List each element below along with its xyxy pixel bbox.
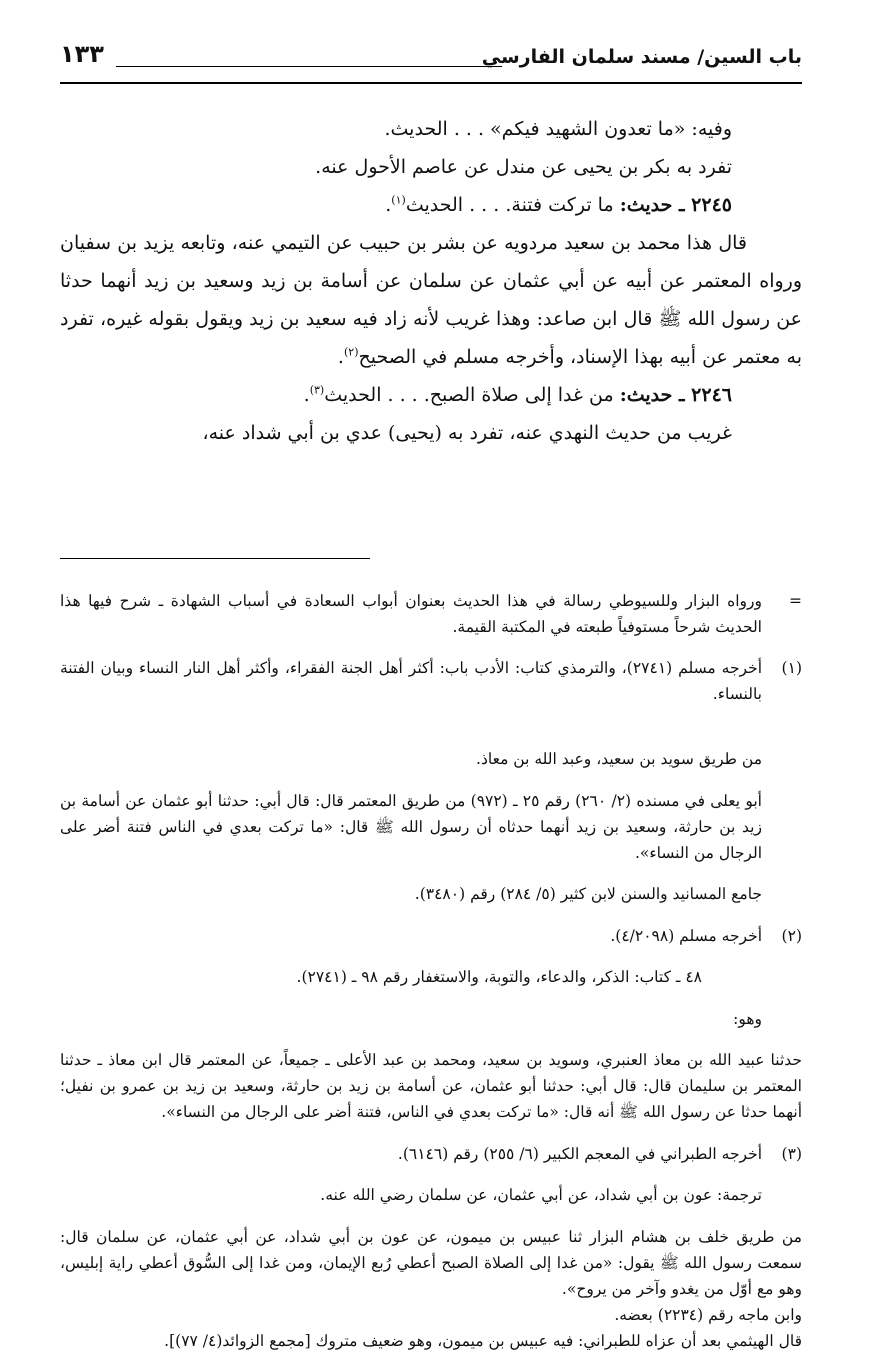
text-line: وفيه: «ما تعدون الشهيد فيكم» . . . الحديث. <box>384 118 732 140</box>
footnote-3-cont <box>60 1182 802 1208</box>
hadith-2246 <box>60 376 802 414</box>
footnote-3-body <box>60 1224 802 1354</box>
footnote-text: من طريق خلف بن هشام البزار ثنا عبيس بن ميمون، عن عون بن أبي شداد، عن أبي عثمان، عن سلمان قال: سمعت رسول الله ﷺ يقول: «من غدا إلى الصلاة الصبح أعطي رُبع الإيمان، ومن غدا إلى السُّوق أعطي راية إبليس، وهو مع أوّل من يغدو وآخر من يروح». <box>60 1227 802 1298</box>
footnote-ref: (١) <box>391 193 406 207</box>
hadith-number: ٢٢٤٦ ـ حديث: <box>619 384 732 406</box>
footnote-text: أبو يعلى في مسنده (٢/ ٢٦٠) رقم ٢٥ ـ (٩٧٢) من طريق المعتمر قال: قال أبي: حدثنا أبو عثمان عن أسامة بن زيد بن حارثة، وسعيد بن زيد أنهما حدثاه أن رسول الله ﷺ قال: «ما تركت بعدي في الناس فتنة أضر على الرجال من النساء». <box>60 791 762 862</box>
footnote-text: وابن ماجه رقم (٢٢٣٤) بعضه. <box>614 1305 802 1324</box>
footnote-text: أخرجه مسلم (٢٧٤١)، والترمذي كتاب: الأدب باب: أكثر أهل الجنة الفقراء، وأكثر أهل النار النساء وبيان الفتنة بالنساء. <box>60 659 762 703</box>
footnote-ref: (٢) <box>343 345 359 359</box>
paragraph-end: . <box>337 346 344 368</box>
footnote-mark: (١) <box>781 659 802 677</box>
header-dash-line <box>116 66 502 67</box>
text-line: غريب من حديث النهدي عنه، تفرد به (يحيى) عدي بن أبي شداد عنه، <box>202 422 732 444</box>
hadith-text: ما تركت فتنة. . . . الحديث <box>405 194 620 216</box>
footnotes <box>60 558 802 1354</box>
footnote-3 <box>60 1141 802 1167</box>
footnote-text: ورواه البزار وللسيوطي رسالة في هذا الحديث بعنوان أبواب السعادة في أسباب الشهادة ـ شرح فيها هذا الحديث شرحاً مستوفياً طبعته في المكتبة القيمة. <box>60 591 762 636</box>
main-text <box>60 84 802 452</box>
text-line: تفرد به بكر بن يحيى عن مندل عن عاصم الأحول عنه. <box>315 156 732 178</box>
footnote-mark: (٢) <box>781 926 802 945</box>
footnote-text: قال الهيثمي بعد أن عزاه للطبراني: فيه عبيس بن ميمون، وهو ضعيف متروك [مجمع الزوائد(٤/ ٧٧)]. <box>164 1331 802 1350</box>
commentary-paragraph <box>60 224 802 376</box>
hadith-end: . <box>385 194 392 216</box>
footnote-mark: (٣) <box>781 1144 802 1163</box>
continuation-mark: = <box>789 591 802 610</box>
footnote-continuation <box>60 588 802 640</box>
footnote-text: من طريق سويد بن سعيد، وعبد الله بن معاذ. <box>476 750 762 768</box>
book-page <box>60 38 802 1350</box>
hadith-text: من غدا إلى صلاة الصبح. . . . الحديث <box>324 384 620 406</box>
footnote-1-cont <box>60 746 802 907</box>
paragraph-text: قال هذا محمد بن سعيد مردويه عن بشر بن حبيب عن التيمي عنه، وتابعه يزيد بن سفيان ورواه المعتمر عن أبيه عن أبي عثمان عن سلمان عن أسامة بن زيد وسعيد بن زيد أنهما حدثا عن رسول الله ﷺ قال ابن صاعد: وهذا غريب لأنه زاد فيه سعيد بن زيد ويقول بقوله غيره، تفرد به معتمر عن أبيه بهذا الإسناد، وأخرجه مسلم في الصحيح <box>60 232 802 368</box>
footnote-separator <box>60 558 370 559</box>
hadith-number: ٢٢٤٥ ـ حديث: <box>619 194 732 216</box>
footnote-1 <box>60 655 802 707</box>
hadith-2245 <box>60 186 802 224</box>
footnote-text: ترجمة: عون بن أبي شداد، عن أبي عثمان، عن سلمان رضي الله عنه. <box>320 1186 762 1204</box>
footnote-text: وهو: <box>733 1009 762 1028</box>
footnote-text: ٤٨ ـ كتاب: الذكر، والدعاء، والتوبة، والاستغفار رقم ٩٨ ـ (٢٧٤١). <box>296 968 702 986</box>
footnote-2-body <box>60 1047 802 1125</box>
footnote-text: حدثنا عبيد الله بن معاذ العنبري، وسويد بن سعيد، ومحمد بن عبد الأعلى ـ جميعاً، عن المعتمر قال ابن معاذ ـ حدثنا المعتمر بن سليمان قال: قال أبي: حدثنا أبو عثمان، عن أسامة بن زيد بن حارثة، وسعيد بن زيد بن عمرو بن نفيل؛ أنهما حدثا عن رسول الله ﷺ أنه قال: «ما تركت بعدي في الناس، فتنة أضر على الرجال من النساء». <box>60 1051 802 1121</box>
footnote-text: جامع المسانيد والسنن لابن كثير (٥/ ٢٨٤) رقم (٣٤٨٠). <box>414 885 762 903</box>
running-header <box>60 38 802 78</box>
footnote-2-cont <box>60 964 802 1032</box>
footnote-text: أخرجه مسلم (٤/٢٠٩٨). <box>610 926 762 945</box>
footnote-text: أخرجه الطبراني في المعجم الكبير (٦/ ٢٥٥) رقم (٦١٤٦). <box>397 1144 762 1163</box>
footnote-2 <box>60 923 802 949</box>
section-title: باب السين/ مسند سلمان الفارسي <box>481 46 802 68</box>
hadith-end: . <box>303 384 310 406</box>
footnote-ref: (٣) <box>309 383 325 397</box>
page-number: ١٣٣ <box>60 40 104 68</box>
